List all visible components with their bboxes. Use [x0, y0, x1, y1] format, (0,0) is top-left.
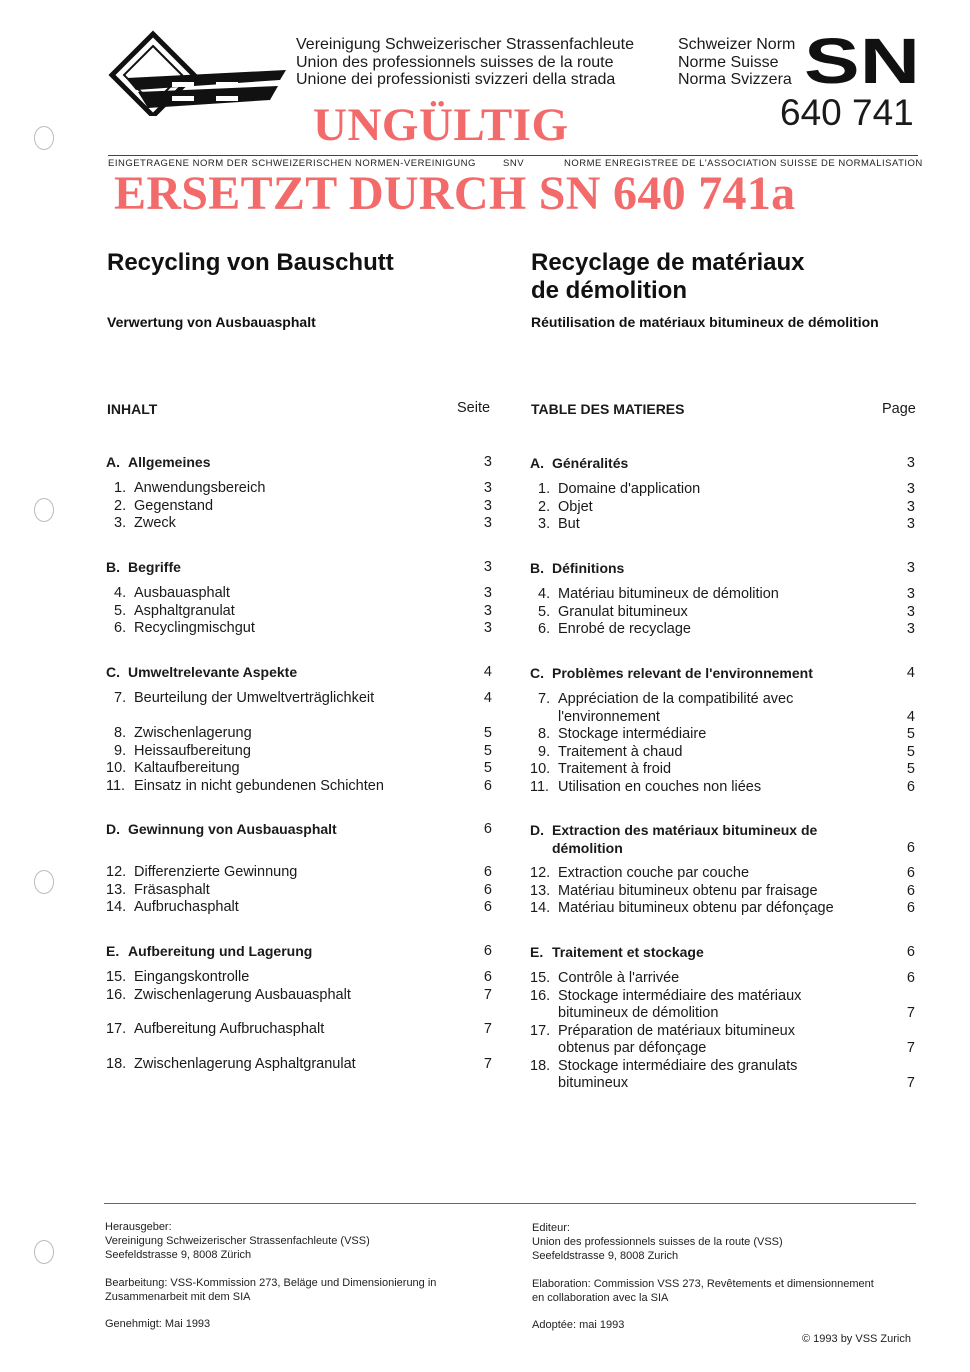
toc-number: 5.: [538, 603, 551, 620]
toc-number: 10.: [106, 760, 127, 776]
toc-number: 1.: [114, 480, 127, 496]
toc-number: C.: [530, 665, 544, 681]
toc-entry-text: Gegenstand: [134, 497, 214, 514]
toc-page-number: 6: [483, 881, 492, 898]
toc-item-row: [530, 604, 915, 622]
toc-entry-text: Problèmes relevant de l'environnement: [552, 665, 813, 681]
toc-entry-text: Stockage intermédiaire des matériaux: [558, 987, 802, 1004]
toc-item-row: [106, 480, 492, 498]
toc-page-number: 6: [483, 864, 492, 880]
footer-editing-de: [105, 1276, 436, 1304]
toc-number: 6.: [114, 620, 127, 636]
title-fr-line1: Recyclage de matériaux: [531, 249, 805, 276]
toc-page-number: 4: [483, 690, 492, 706]
toc-item-row: [106, 969, 492, 987]
toc-item-row: [106, 498, 492, 516]
toc-section-row: [530, 665, 915, 683]
norm-type-de: Schweizer Norm: [678, 36, 796, 53]
toc-entry-text: Stockage intermédiaire: [558, 726, 707, 742]
toc-entry-text: Généralités: [552, 455, 629, 471]
toc-number: 13.: [530, 882, 551, 899]
toc-number: 18.: [530, 1057, 551, 1074]
toc-page-number: 3: [483, 585, 492, 601]
toc-number: D.: [106, 821, 120, 837]
toc-entry-text: Granulat bitumineux: [558, 603, 688, 620]
toc-number: 3.: [114, 515, 127, 531]
toc-entry-text: Eingangskontrolle: [134, 969, 250, 985]
toc-item-row: [530, 970, 915, 988]
toc-entry-text: Aufbereitung Aufbruchasphalt: [134, 1021, 325, 1037]
toc-entry-text: Umweltrelevante Aspekte: [128, 664, 298, 680]
toc-number: 17.: [530, 1022, 551, 1039]
toc-item-row: [530, 900, 915, 918]
toc-page-number: 7: [906, 1005, 915, 1021]
toc-entry-text: Traitement et stockage: [552, 944, 704, 960]
toc-entry-text: Differenzierte Gewinnung: [134, 864, 298, 880]
toc-item-row: [530, 726, 915, 744]
toc-item-row: [106, 760, 492, 778]
toc-entry-text: Fräsasphalt: [134, 881, 210, 898]
org-line-de: Vereinigung Schweizerischer Strassenfachleute: [296, 36, 634, 53]
toc-number: 8.: [114, 725, 127, 741]
toc-page-number: 6: [483, 821, 492, 837]
toc-item-row: [106, 603, 492, 621]
toc-page-number: 6: [483, 943, 492, 959]
footer-editing-fr: [532, 1277, 874, 1305]
toc-entry-text: Enrobé de recyclage: [558, 621, 691, 637]
toc-page-number: 3: [483, 480, 492, 496]
copyright: © 1993 by VSS Zurich: [802, 1333, 911, 1345]
publisher-label: Editeur:: [532, 1222, 570, 1234]
invalid-stamp: UNGÜLTIG: [313, 99, 569, 151]
toc-number: 7.: [114, 690, 127, 706]
toc-number: 1.: [538, 481, 551, 497]
toc-item-row: [530, 1058, 915, 1093]
toc-item-row: [106, 690, 492, 708]
punch-hole: [34, 870, 54, 894]
toc-number: 4.: [538, 586, 551, 602]
punch-hole: [34, 1240, 54, 1264]
toc-item-row: [530, 1023, 915, 1058]
subtitle-de: Verwertung von Ausbauasphalt: [107, 314, 316, 330]
toc-page-number: 5: [483, 725, 492, 741]
toc-item-row: [530, 499, 915, 517]
toc-entry-text: Préparation de matériaux bitumineux: [558, 1022, 795, 1039]
toc-page-number: 4: [483, 664, 492, 680]
publisher-label: Herausgeber:: [105, 1221, 172, 1233]
publisher-address: Seefeldstrasse 9, 8008 Zürich: [105, 1249, 252, 1261]
toc-page-number: 3: [906, 455, 915, 471]
toc-item-row: [530, 883, 915, 901]
toc-page-number: 6: [906, 865, 915, 881]
toc-item-row: [530, 988, 915, 1023]
toc-entry-text: Zwischenlagerung Ausbauasphalt: [134, 986, 351, 1003]
toc-number: 17.: [106, 1021, 127, 1037]
toc-entry-text: Ausbauasphalt: [134, 585, 230, 601]
toc-heading-de: INHALT: [107, 401, 158, 417]
toc-item-row: [530, 779, 915, 797]
toc-number: 9.: [538, 743, 551, 760]
toc-entry-text: Beurteilung der Umweltverträglichkeit: [134, 690, 375, 706]
toc-entry-text: Utilisation en couches non liées: [558, 778, 762, 795]
toc-entry-text: Kaltaufbereitung: [134, 760, 240, 776]
toc-page-number: 7: [906, 1040, 915, 1056]
toc-page-number: 3: [483, 515, 492, 531]
sn-logo-text: SN: [804, 36, 920, 86]
toc-page-number: 6: [483, 899, 492, 915]
toc-page-number: 5: [906, 726, 915, 742]
toc-item-row: [530, 865, 915, 883]
toc-number: 15.: [530, 970, 551, 986]
toc-page-number: 7: [483, 1056, 492, 1072]
toc-item-row: [530, 621, 915, 639]
toc-number: 12.: [530, 865, 551, 881]
toc-entry-text: Zweck: [134, 515, 176, 531]
toc-section-row: [530, 822, 915, 857]
toc-page-number: 7: [483, 1021, 492, 1037]
toc-item-row: [106, 987, 492, 1005]
toc-heading-fr: TABLE DES MATIERES: [531, 401, 685, 417]
norm-type: [678, 36, 795, 89]
toc-number: 7.: [538, 691, 551, 707]
toc-number: 5.: [114, 602, 127, 619]
toc-entry-text: But: [558, 516, 580, 532]
toc-section-row: [106, 664, 492, 682]
toc-entry-text-continued: démolition: [552, 839, 623, 856]
toc-entry-text: Anwendungsbereich: [134, 480, 266, 496]
toc-section-row: [106, 559, 492, 577]
editing-line1: Elaboration: Commission VSS 273, Revêtements et dimensionnement: [532, 1278, 874, 1290]
toc-entry-text: Matériau bitumineux de démolition: [558, 586, 779, 602]
toc-entry-text: Extraction couche par couche: [558, 865, 750, 881]
toc-section-row: [106, 821, 492, 839]
toc-page-number: 3: [906, 481, 915, 497]
toc-page-number: 4: [906, 708, 915, 725]
footer-publisher-fr: [532, 1221, 783, 1263]
registered-de: EINGETRAGENE NORM DER SCHWEIZERISCHEN NORMEN-VEREINIGUNG: [108, 158, 476, 169]
title-fr-line2: de démolition: [531, 277, 687, 304]
toc-entry-text: Heissaufbereitung: [134, 742, 251, 759]
sn-logo: [804, 36, 922, 86]
toc-entry-text: Contrôle à l'arrivée: [558, 970, 680, 986]
toc-page-number: 3: [483, 602, 492, 619]
toc-entry-text: Aufbereitung und Lagerung: [128, 943, 313, 959]
toc-section-row: [530, 560, 915, 578]
toc-number: 10.: [530, 761, 551, 777]
title-fr: [531, 249, 804, 305]
toc-item-row: [530, 586, 915, 604]
toc-number: E.: [106, 943, 120, 959]
toc-entry-text: Allgemeines: [128, 454, 211, 470]
toc-number: A.: [106, 454, 120, 470]
footer-approved-de: Genehmigt: Mai 1993: [105, 1318, 211, 1330]
organization-name: [296, 36, 634, 89]
toc-section-row: [106, 943, 492, 961]
punch-hole: [34, 498, 54, 522]
toc-page-number: 6: [906, 882, 915, 899]
toc-entry-text: Zwischenlagerung Asphaltgranulat: [134, 1056, 356, 1072]
toc-item-row: [530, 516, 915, 534]
toc-entry-text-continued: bitumineux: [558, 1075, 629, 1091]
toc-item-row: [106, 778, 492, 796]
punch-hole: [34, 126, 54, 150]
toc-page-number: 6: [906, 839, 915, 856]
publisher-address: Seefeldstrasse 9, 8008 Zurich: [532, 1250, 679, 1262]
toc-page-label-de: Seite: [457, 400, 491, 416]
toc-entry-text: Traitement à froid: [558, 761, 672, 777]
toc-page-number: 6: [483, 777, 492, 794]
norm-number: 640 741: [780, 92, 914, 133]
toc-entry-text: Matériau bitumineux obtenu par fraisage: [558, 882, 818, 899]
toc-item-row: [106, 882, 492, 900]
toc-number: 9.: [114, 742, 127, 759]
toc-number: B.: [530, 560, 544, 576]
toc-item-row: [106, 515, 492, 533]
toc-page-number: 3: [906, 621, 915, 637]
footer-divider: [104, 1203, 916, 1204]
toc-page-number: 5: [483, 742, 492, 759]
toc-section-row: [530, 455, 915, 473]
toc-entry-text: Objet: [558, 498, 593, 515]
toc-entry-text-continued: bitumineux de démolition: [558, 1005, 719, 1021]
toc-page-number: 5: [906, 761, 915, 777]
toc-item-row: [530, 691, 915, 726]
editing-line1: Bearbeitung: VSS-Kommission 273, Beläge und Dimensionierung in: [105, 1277, 437, 1289]
toc-section-row: [106, 454, 492, 472]
footer-approved-fr: Adoptée: mai 1993: [532, 1319, 625, 1331]
toc-number: A.: [530, 455, 544, 471]
org-line-fr: Union des professionnels suisses de la route: [296, 53, 614, 71]
toc-number: C.: [106, 664, 120, 680]
norm-type-it: Norma Svizzera: [678, 71, 792, 88]
toc-item-row: [106, 725, 492, 743]
toc-entry-text: Stockage intermédiaire des granulats: [558, 1057, 798, 1074]
editing-line2: en collaboration avec la SIA: [532, 1292, 669, 1304]
toc-entry-text: Appréciation de la compatibilité avec: [558, 691, 794, 707]
toc-item-row: [106, 1021, 492, 1039]
publisher-name: Vereinigung Schweizerischer Strassenfachleute (VSS): [105, 1235, 370, 1247]
replaced-stamp: ERSETZT DURCH SN 640 741a: [114, 167, 796, 220]
vss-logo-icon: [108, 30, 290, 116]
toc-page-number: 6: [483, 969, 492, 985]
toc-page-number: 5: [483, 760, 492, 776]
title-de: Recycling von Bauschutt: [107, 249, 394, 276]
toc-entry-text: Domaine d'application: [558, 481, 701, 497]
toc-section-row: [530, 944, 915, 962]
org-line-it: Unione dei professionisti svizzeri della strada: [296, 71, 616, 88]
toc-number: 15.: [106, 969, 127, 985]
registered-fr: NORME ENREGISTREE DE L'ASSOCIATION SUISSE DE NORMALISATION: [564, 158, 923, 169]
toc-entry-text: Einsatz in nicht gebundenen Schichten: [134, 777, 384, 794]
toc-page-number: 3: [483, 620, 492, 636]
toc-item-row: [106, 899, 492, 917]
toc-entry-text-continued: obtenus par défonçage: [558, 1040, 707, 1056]
toc-number: 4.: [114, 585, 127, 601]
toc-page-number: 6: [906, 778, 915, 795]
toc-page-number: 3: [483, 559, 492, 575]
toc-number: 18.: [106, 1056, 127, 1072]
toc-entry-text: Begriffe: [128, 559, 181, 575]
toc-number: 2.: [114, 497, 127, 514]
toc-entry-text: Asphaltgranulat: [134, 602, 235, 619]
toc-page-number: 4: [906, 665, 915, 681]
subtitle-fr: Réutilisation de matériaux bitumineux de démolition: [531, 314, 879, 330]
toc-page-number: 7: [906, 1075, 915, 1091]
toc-entry-text-continued: l'environnement: [558, 708, 660, 725]
norm-type-fr: Norme Suisse: [678, 53, 779, 71]
toc-page-number: 3: [483, 497, 492, 514]
toc-item-row: [530, 481, 915, 499]
publisher-name: Union des professionnels suisses de la route (VSS): [532, 1236, 783, 1248]
toc-page-number: 7: [483, 986, 492, 1003]
toc-number: 3.: [538, 516, 551, 532]
toc-number: D.: [530, 822, 544, 838]
toc-number: 16.: [106, 986, 127, 1003]
toc-page-number: 6: [906, 900, 915, 916]
toc-item-row: [106, 585, 492, 603]
toc-page-number: 6: [906, 970, 915, 986]
toc-page-number: 3: [906, 603, 915, 620]
footer-publisher-de: [105, 1220, 370, 1262]
toc-entry-text: Matériau bitumineux obtenu par défonçage: [558, 900, 834, 916]
toc-number: 16.: [530, 987, 551, 1004]
toc-entry-text: Aufbruchasphalt: [134, 899, 239, 915]
toc-item-row: [530, 744, 915, 762]
toc-number: 6.: [538, 621, 551, 637]
toc-page-label-fr: Page: [882, 401, 916, 417]
toc-page-number: 3: [906, 560, 915, 576]
toc-page-number: 3: [906, 516, 915, 532]
toc-number: 8.: [538, 726, 551, 742]
toc-item-row: [530, 761, 915, 779]
toc-item-row: [106, 1056, 492, 1074]
toc-item-row: [106, 620, 492, 638]
toc-entry-text: Définitions: [552, 560, 625, 576]
header-divider: [108, 155, 918, 156]
toc-page-number: 3: [906, 498, 915, 515]
toc-entry-text: Traitement à chaud: [558, 743, 683, 760]
toc-page-number: 3: [483, 454, 492, 470]
toc-number: 2.: [538, 498, 551, 515]
toc-page-number: 6: [906, 944, 915, 960]
toc-item-row: [106, 864, 492, 882]
toc-page-number: 5: [906, 743, 915, 760]
toc-page-number: 3: [906, 586, 915, 602]
toc-number: E.: [530, 944, 544, 960]
toc-entry-text: Recyclingmischgut: [134, 620, 255, 636]
toc-entry-text: Gewinnung von Ausbauasphalt: [128, 821, 337, 837]
registered-snv: SNV: [503, 158, 525, 169]
toc-number: B.: [106, 559, 120, 575]
toc-number: 14.: [530, 900, 551, 916]
toc-number: 12.: [106, 864, 127, 880]
toc-entry-text: Zwischenlagerung: [134, 725, 252, 741]
editing-line2: Zusammenarbeit mit dem SIA: [105, 1291, 251, 1303]
toc-entry-text: Extraction des matériaux bitumineux de: [552, 822, 818, 838]
toc-number: 11.: [106, 777, 126, 794]
toc-number: 11.: [530, 778, 550, 795]
toc-number: 14.: [106, 899, 127, 915]
toc-number: 13.: [106, 881, 127, 898]
toc-item-row: [106, 743, 492, 761]
